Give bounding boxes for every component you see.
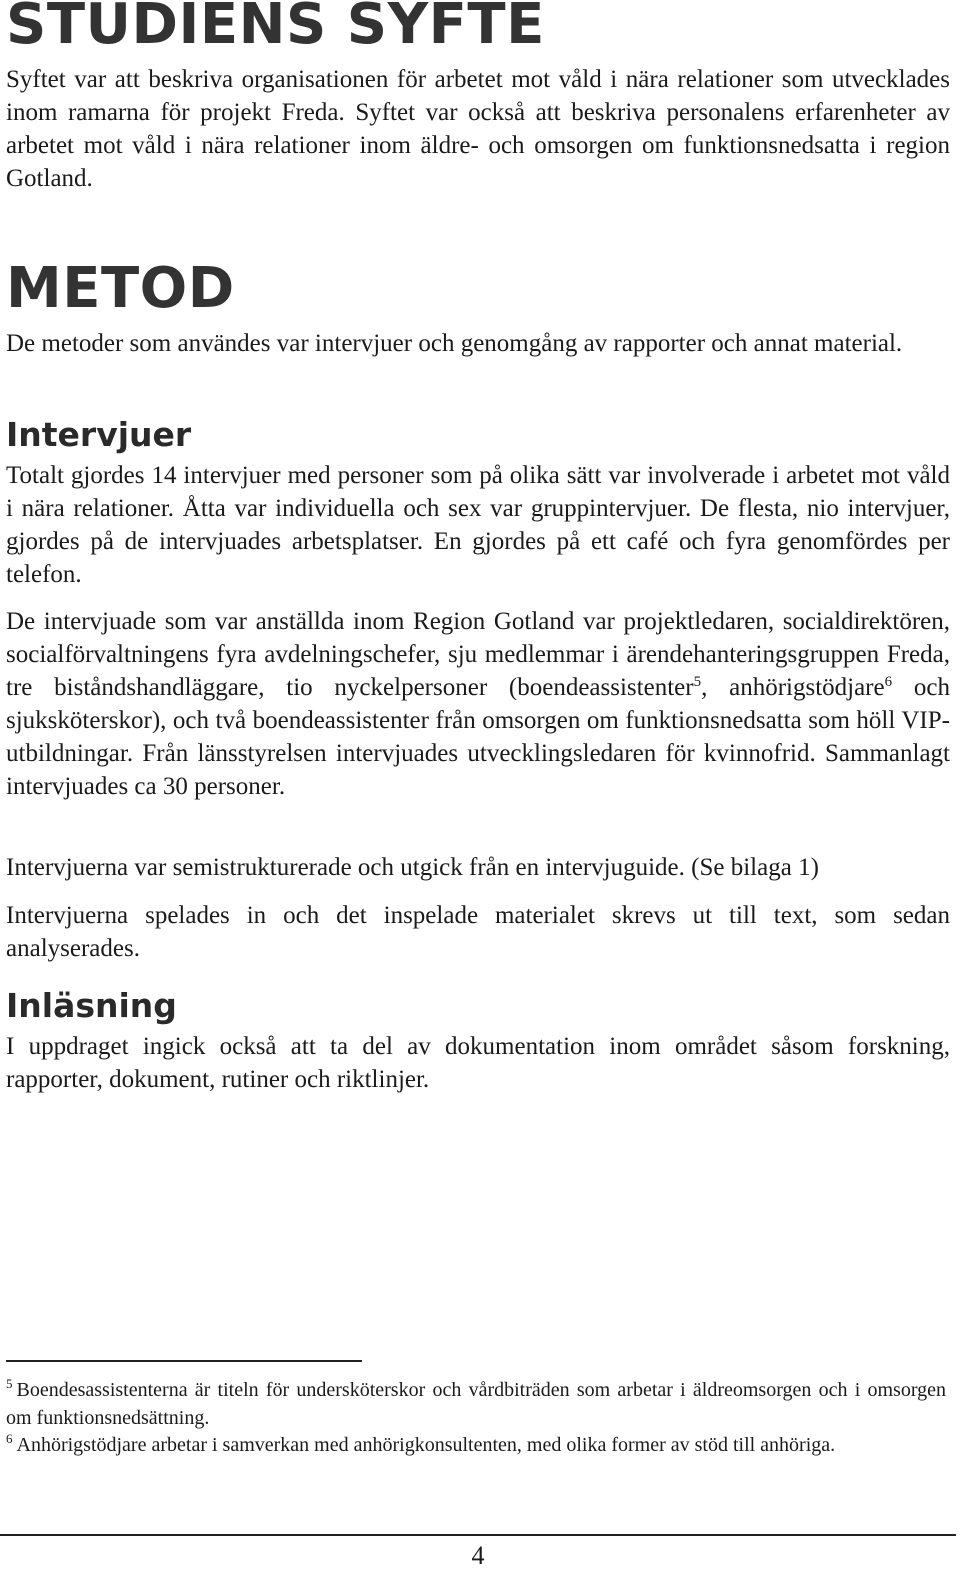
heading-metod: METOD (6, 256, 235, 321)
footnote-ref-5[interactable]: 5 (693, 674, 702, 690)
paragraph-intervjuer-1: Totalt gjordes 14 intervjuer med personer som på olika sätt var involverade i arbetet mot våld i nära relationer. Åtta var individuella och sex var gruppintervjuer. De flesta, nio intervjuer, gjordes på de intervjuades arbetsplatser. En gjordes på ett café och fyra genomfördes per telefon. (6, 462, 950, 588)
footnote-6 (6, 1431, 946, 1459)
heading-intervjuer: Intervjuer (6, 415, 192, 454)
paragraph-intervjuer-4: Intervjuerna spelades in och det inspelade materialet skrevs ut till text, som sedan analyserades. (6, 902, 950, 962)
footnote-6-text: Anhörigstödjare arbetar i samverkan med anhörigkonsultenten, med olika former av stöd till anhöriga. (16, 1434, 836, 1456)
heading-inlasning: Inläsning (6, 986, 177, 1025)
footnote-5 (6, 1376, 946, 1432)
footnote-ref-6[interactable]: 6 (884, 674, 893, 690)
footnote-5-text: Boendesassistenterna är titeln för undersköterskor och vårdbiträden som arbetar i äldreomsorgen och i omsorgen om funktionsnedsättning. (6, 1379, 946, 1429)
paragraph-syfte: Syftet var att beskriva organisationen för arbetet mot våld i nära relationer som utvecklades inom ramarna för projekt Freda. Syftet var också att beskriva personalens erfarenheter av arbetet mot våld i nära relationer inom äldre- och omsorgen om funktionsnedsatta i region Gotland. (6, 66, 950, 192)
paragraph-inlasning: I uppdraget ingick också att ta del av dokumentation inom området såsom forskning, rapporter, dokument, rutiner och riktlinjer. (6, 1033, 950, 1093)
heading-studiens-syfte: STUDIENS SYFTE (6, 0, 545, 57)
paragraph-intervjuer-2-text-b: , anhörigstödjare (701, 674, 885, 701)
paragraph-intervjuer-3: Intervjuerna var semistrukturerade och utgick från en intervjuguide. (Se bilaga 1) (6, 854, 819, 881)
paragraph-intervjuer-2-text-c: och sjuksköterskor), och två boendeassistenter från omsorgen om funktionsnedsatta som höll VIP-utbildningar. Från länsstyrelsen intervjuades utvecklingsledaren för kvinnofrid. Sammanlagt intervjuades ca 30 personer. (6, 674, 950, 800)
footnote-6-number: 6 (6, 1431, 13, 1446)
footnote-5-number: 5 (6, 1376, 13, 1391)
paragraph-intervjuer-2-text-a: De intervjuade som var anställda inom Region Gotland var projektledaren, socialdirektören, socialförvaltningens fyra avdelningschefer, sju medlemmar i ärendehanteringsgruppen Freda, tre biståndshandläggare, tio nyckelpersoner (boendeassistenter (6, 608, 950, 701)
paragraph-intervjuer-2 (6, 605, 950, 803)
page-number: 4 (471, 1541, 485, 1570)
paragraph-metod: De metoder som användes var intervjuer och genomgång av rapporter och annat material. (6, 330, 903, 357)
footnote-separator (6, 1360, 362, 1362)
page-bottom-rule (0, 1534, 956, 1536)
